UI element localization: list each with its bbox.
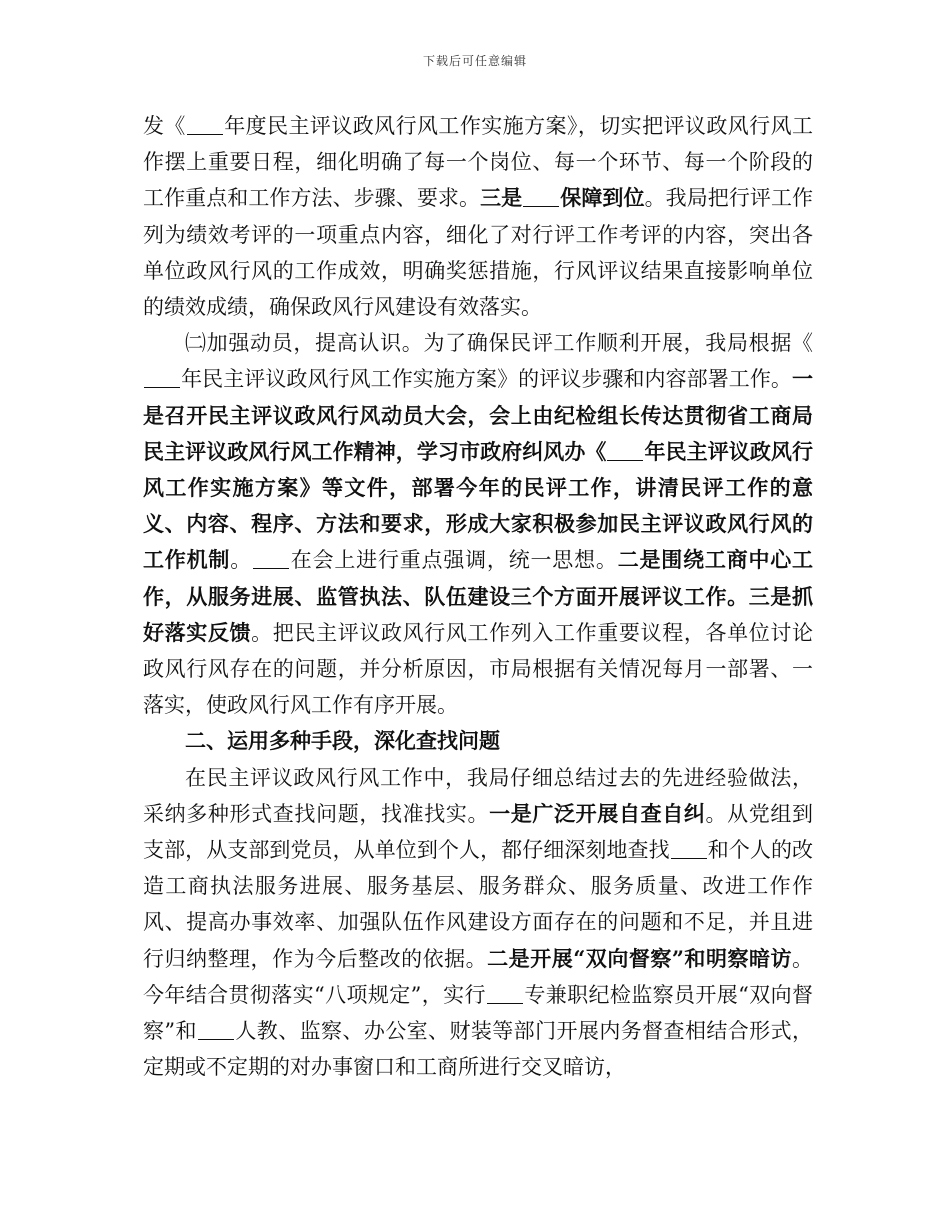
bold-text-run: 二是围绕工商中心工作，从服务进展、监管执法、队伍建设三个方面开展评议工作。三是抓好落实反馈 xyxy=(143,547,814,645)
fill-blank xyxy=(144,369,180,388)
document-body xyxy=(143,108,813,1085)
fill-blank xyxy=(187,116,223,135)
text-run: 在民主评议政风行风工作中，我局仔细总结过去的先进经验做法，采纳多种形式查找问题，找准找实。 xyxy=(143,765,813,826)
text-run: 年民主评议政风行风工作实施方案》的评议步骤和内容部署工作。 xyxy=(181,367,792,392)
fill-blank xyxy=(607,442,643,461)
text-run: 专兼职纪检监察员开展“双向督察”和 xyxy=(143,982,813,1044)
text-run: ㈡加强动员，提高认识。为了确保民评工作顺利开展，我局根据《 xyxy=(185,331,813,356)
text-run: 在会上进行重点强调，统一思想。 xyxy=(289,548,618,573)
text-run: 发《 xyxy=(143,114,186,138)
fill-blank xyxy=(253,550,289,569)
fill-blank xyxy=(523,188,559,207)
bold-text-run: 保障到位 xyxy=(560,185,645,211)
text-run: 。我局把行评工作列为绩效考评的一项重点内容，细化了对行评工作考评的内容，突出各单位政风行风的工作成效，明确奖惩措施，行风评议结果直接影响单位的绩效成绩，确保政风行风建设有效落实。 xyxy=(143,186,814,320)
fill-blank xyxy=(671,840,707,859)
text-run: 人教、监察、办公室、财装等部门开展内务督查相结合形式，定期或不定期的对办事窗口和工商所进行交叉暗访， xyxy=(143,1019,813,1080)
bold-text-run: 一是召开民主评议政风行风动员大会，会上由纪检组长传达贯彻省工商局民主评议政风行风工作精神，学习市政府纠风办《 xyxy=(143,366,813,464)
bold-text-run: 二、运用多种手段，深化查找问题 xyxy=(185,728,500,754)
text-run: 和个人的改造工商执法服务进展、服务基层、服务群众、服务质量、改进工作作风、提高办事效率、加强队伍作风建设方面存在的问题和不足，并且进行归纳整理，作为今后整改的依据。 xyxy=(143,838,814,971)
fill-blank xyxy=(198,1021,234,1040)
text-run: 年度民主评议政风行风工作实施方案》，切实把评议政风行风工作摆上重要日程，细化明确了每一个岗位、每一个环节、每一个阶段的工作重点和工作方法、步骤、要求。 xyxy=(143,114,814,211)
paragraph xyxy=(143,760,813,1086)
text-run: 。 xyxy=(230,548,252,573)
paragraph xyxy=(143,108,813,325)
text-run: 。从党组到支部，从支部到党员，从单位到个人，都仔细深刻地查找 xyxy=(143,801,814,863)
bold-text-run: 三是 xyxy=(480,185,523,211)
section-heading xyxy=(143,723,813,759)
paragraph xyxy=(143,325,813,723)
fill-blank xyxy=(487,985,523,1004)
download-note: 下载后可任意编辑 xyxy=(422,54,527,68)
bold-text-run: 二是开展“双向督察”和明察暗访 xyxy=(487,945,792,971)
text-run: 。把民主评议政风行风工作列入工作重要议程，各单位讨论政风行风存在的问题，并分析原因，市局根据有关情况每月一部署、一落实，使政风行风工作有序开展。 xyxy=(143,620,814,718)
bold-text-run: 年民主评议政风行风工作实施方案》等文件，部署今年的民评工作，讲清民评工作的意义、内容、程序、方法和要求，形成大家积极参加民主评议政风行风的工作机制 xyxy=(143,438,814,573)
bold-text-run: 一是广泛开展自查自纠 xyxy=(489,800,706,826)
text-run: 。今年结合贯彻落实“八项规定”，实行 xyxy=(143,946,813,1007)
